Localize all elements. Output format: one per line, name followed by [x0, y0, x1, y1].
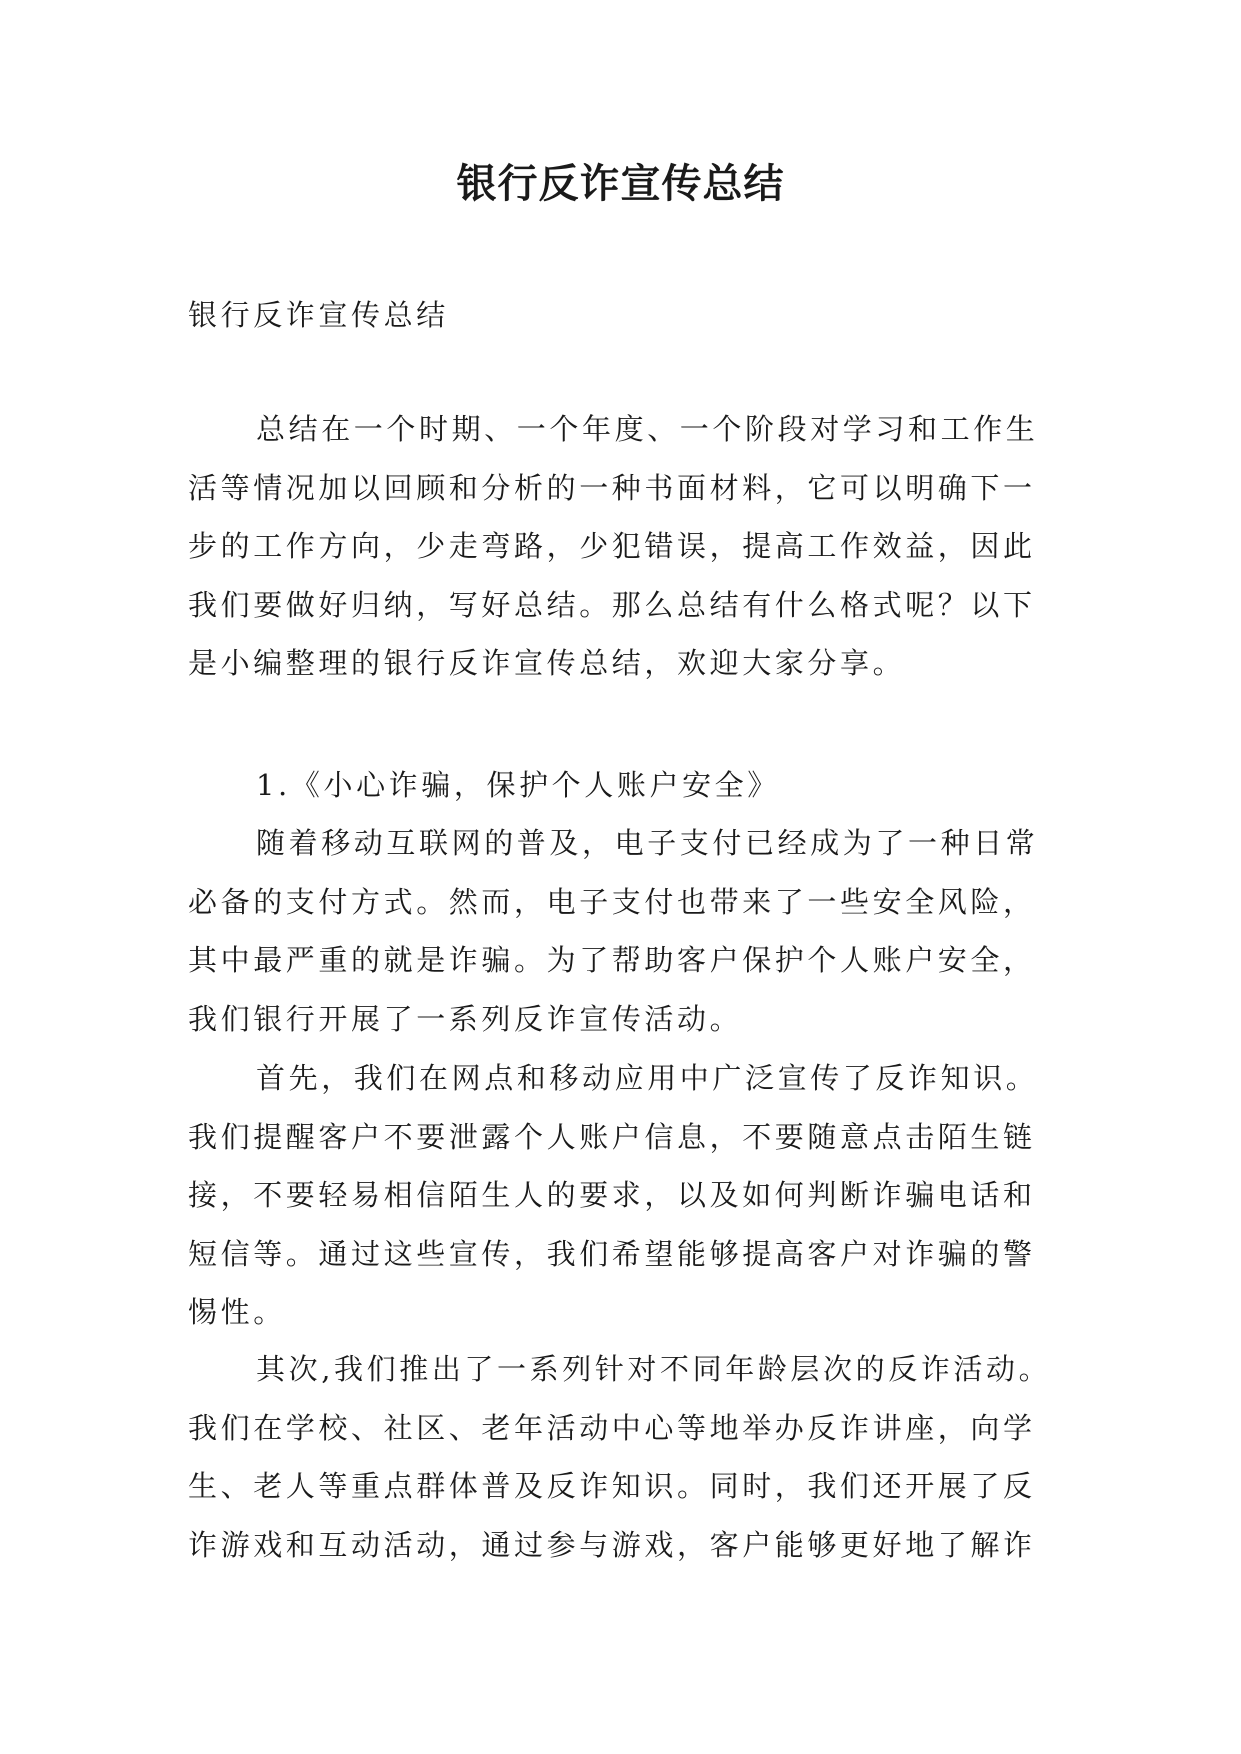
body-paragraph: 其次,我们推出了一系列针对不同年龄层次的反诈活动。我们在学校、社区、老年活动中心等地举办反诈讲座，向学生、老人等重点群体普及反诈知识。同时，我们还开展了反诈游戏和互动活动，通过参与游戏，客户能够更好地了解诈: [188, 1352, 1052, 1562]
page-title: 银行反诈宣传总结: [456, 160, 785, 207]
intro-paragraph: 总结在一个时期、一个年度、一个阶段对学习和工作生活等情况加以回顾和分析的一种书面材料，它可以明确下一步的工作方向，少走弯路，少犯错误，提高工作效益，因此我们要做好归纳，写好总结。那么总结有什么格式呢？以下是小编整理的银行反诈宣传总结，欢迎大家分享。: [188, 412, 1039, 680]
body-paragraph: 首先，我们在网点和移动应用中广泛宣传了反诈知识。我们提醒客户不要泄露个人账户信息，不要随意点击陌生链接，不要轻易相信陌生人的要求，以及如何判断诈骗电话和短信等。通过这些宣传，我们希望能够提高客户对诈骗的警惕性。: [188, 1061, 1039, 1329]
document-subtitle: 银行反诈宣传总结: [188, 298, 449, 332]
body-paragraph: 随着移动互联网的普及，电子支付已经成为了一种日常必备的支付方式。然而，电子支付也带来了一些安全风险，其中最严重的就是诈骗。为了帮助客户保护个人账户安全，我们银行开展了一系列反诈宣传活动。: [188, 826, 1039, 1036]
section-heading: 1.《小心诈骗，保护个人账户安全》: [256, 768, 780, 802]
